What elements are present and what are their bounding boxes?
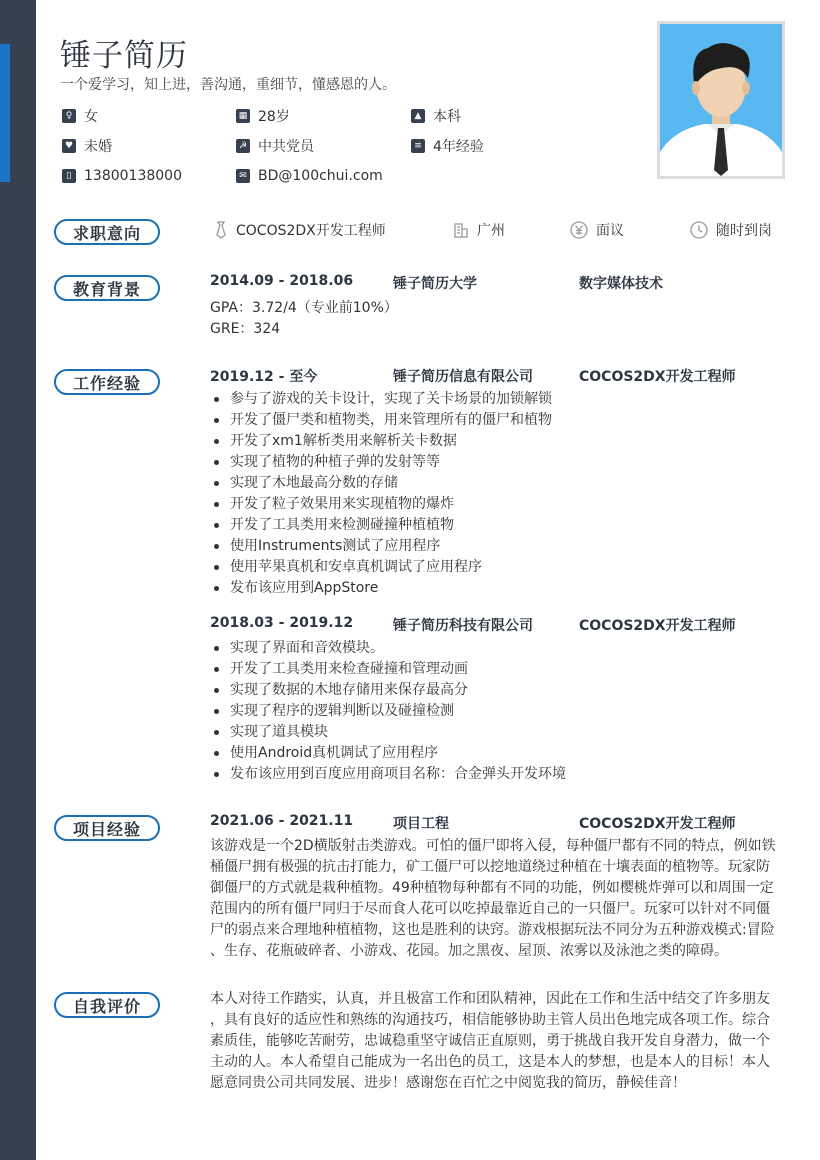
- clock-icon: [690, 221, 708, 239]
- list-item: 发布该应用到百度应用商项目名称：合金弹头开发环境: [212, 764, 566, 785]
- info-degree-text: 本科: [433, 109, 461, 125]
- paragraph-line: ，具有良好的适应性和熟练的沟通技巧，相信能够协助主管人员出色地完成各项工作。综合: [210, 1012, 770, 1028]
- education-detail: GPA：3.72/4（专业前10%）: [210, 300, 398, 316]
- list-item: 使用Instruments测试了应用程序: [212, 536, 552, 557]
- intention-position: [214, 220, 386, 240]
- section-title-education: 教育背景: [54, 275, 160, 301]
- calendar-icon: ▦: [236, 109, 250, 123]
- project-description: [210, 836, 780, 962]
- yen-coin-icon: [570, 221, 588, 239]
- intention-availability: [690, 220, 772, 240]
- project-name: 项目工程: [393, 816, 449, 832]
- party-emblem-icon: ☭: [236, 139, 250, 153]
- work-company: 锤子简历科技有限公司: [393, 618, 533, 634]
- info-age: [236, 106, 290, 126]
- gender-icon: ♀: [62, 109, 76, 123]
- list-item: 实现了程序的逻辑判断以及碰撞检测: [212, 701, 566, 722]
- list-item: 开发了xm1解析类用来解析关卡数据: [212, 431, 552, 452]
- list-item: 实现了道具模块: [212, 722, 566, 743]
- document-icon: ≡: [411, 139, 425, 153]
- paragraph-line: 素质佳，能够吃苦耐劳，忠诚稳重坚守诚信正直原则，勇于挑战自我开发自身潜力，做一个: [210, 1033, 770, 1049]
- paragraph-line: 尸的弱点来合理地种植植物，这也是胜利的诀窍。游戏根据玩法不同分为五种游戏模式:冒险: [210, 922, 775, 938]
- info-politics: [236, 136, 314, 156]
- section-title-intention: 求职意向: [54, 219, 160, 245]
- intention-city-text: 广州: [477, 223, 505, 239]
- education-major: 数字媒体技术: [579, 276, 663, 292]
- info-marital-text: 未婚: [84, 139, 112, 155]
- section-title-project: 项目经验: [54, 815, 160, 841]
- list-item: 实现了木地最高分数的存储: [212, 473, 552, 494]
- paragraph-line: 愿意同贵公司共同发展、进步！感谢您在百忙之中阅览我的简历，静候佳音！: [210, 1075, 686, 1091]
- list-item: 使用苹果真机和安卓真机调试了应用程序: [212, 557, 552, 578]
- tie-icon: [214, 221, 228, 239]
- info-age-text: 28岁: [258, 109, 290, 125]
- building-icon: [453, 222, 469, 238]
- info-experience-text: 4年经验: [433, 139, 484, 155]
- work-bullets: [212, 389, 552, 599]
- intention-salary-text: 面议: [596, 223, 624, 239]
- paragraph-line: 、生存、花瓶破碎者、小游戏、花园。加之黑夜、屋顶、浓雾以及泳池之类的障碍。: [210, 943, 728, 959]
- intention-availability-text: 随时到岗: [716, 223, 772, 239]
- list-item: 开发了僵尸类和植物类，用来管理所有的僵尸和植物: [212, 410, 552, 431]
- info-degree: [411, 106, 461, 126]
- list-item: 实现了数据的木地存储用来保存最高分: [212, 680, 566, 701]
- work-company: 锤子简历信息有限公司: [393, 369, 533, 385]
- work-bullets: [212, 638, 566, 785]
- info-experience: [411, 136, 484, 156]
- paragraph-line: 该游戏是一个2D横版射击类游戏。可怕的僵尸即将入侵，每种僵尸都有不同的特点，例如铁: [210, 838, 776, 854]
- list-item: 实现了界面和音效模块。: [212, 638, 566, 659]
- info-email-text: BD@100chui.com: [258, 168, 383, 184]
- list-item: 开发了粒子效果用来实现植物的爆炸: [212, 494, 552, 515]
- list-item: 使用Android真机调试了应用程序: [212, 743, 566, 764]
- project-period: 2021.06 - 2021.11: [210, 813, 354, 829]
- list-item: 发布该应用到AppStore: [212, 578, 552, 599]
- paragraph-line: 桶僵尸拥有极强的抗击打能力，矿工僵尸可以挖地道绕过种植在十壤表面的植物等。玩家防: [210, 859, 770, 875]
- paragraph-line: 本人对待工作踏实，认真，并且极富工作和团队精神，因此在工作和生活中结交了许多朋友: [210, 991, 770, 1007]
- section-title-work: 工作经验: [54, 369, 160, 395]
- info-gender: [62, 106, 98, 126]
- work-title: COCOS2DX开发工程师: [579, 618, 736, 634]
- list-item: 实现了植物的种植子弹的发射等等: [212, 452, 552, 473]
- paragraph-line: 御僵尸的方式就是栽种植物。49种植物每种都有不同的功能，例如樱桃炸弹可以和周围一定: [210, 880, 774, 896]
- info-phone: [62, 166, 182, 186]
- avatar-photo: [657, 21, 785, 179]
- education-period: 2014.09 - 2018.06: [210, 273, 354, 289]
- info-marital: [62, 136, 112, 156]
- info-phone-text: 13800138000: [84, 168, 182, 184]
- list-item: 参与了游戏的关卡设计，实现了关卡场景的加锁解锁: [212, 389, 552, 410]
- self-evaluation: [210, 989, 780, 1094]
- intention-position-text: COCOS2DX开发工程师: [236, 223, 386, 239]
- education-school: 锤子简历大学: [393, 276, 477, 292]
- graduation-cap-icon: ▲: [411, 109, 425, 123]
- work-period: 2019.12 - 至今: [210, 369, 318, 385]
- list-item: 开发了工具类用来检测碰撞种植植物: [212, 515, 552, 536]
- project-title: COCOS2DX开发工程师: [579, 816, 736, 832]
- info-politics-text: 中共党员: [258, 139, 314, 155]
- avatar-illustration: [660, 24, 782, 176]
- intention-city: [453, 220, 505, 240]
- phone-icon: ▯: [62, 169, 76, 183]
- intention-salary: [570, 220, 624, 240]
- sidebar-accent-bar: [0, 44, 10, 182]
- paragraph-line: 范围内的所有僵尸同归于尽而食人花可以吃掉最靠近自己的一只僵尸。玩家可以针对不同僵: [210, 901, 770, 917]
- list-item: 开发了工具类用来检查碰撞和管理动画: [212, 659, 566, 680]
- info-gender-text: 女: [84, 109, 98, 125]
- education-detail: GRE：324: [210, 321, 281, 337]
- info-email: [236, 166, 383, 186]
- work-period: 2018.03 - 2019.12: [210, 615, 354, 631]
- heart-icon: ♥: [62, 139, 76, 153]
- resume-name: 锤子简历: [60, 38, 188, 74]
- resume-motto: 一个爱学习，知上进，善沟通，重细节，懂感恩的人。: [60, 77, 396, 93]
- paragraph-line: 主动的人。本人希望自己能成为一名出色的员工，这是本人的梦想，也是本人的目标！本人: [210, 1054, 770, 1070]
- mail-icon: ✉: [236, 169, 250, 183]
- section-title-self: 自我评价: [54, 992, 160, 1018]
- work-title: COCOS2DX开发工程师: [579, 369, 736, 385]
